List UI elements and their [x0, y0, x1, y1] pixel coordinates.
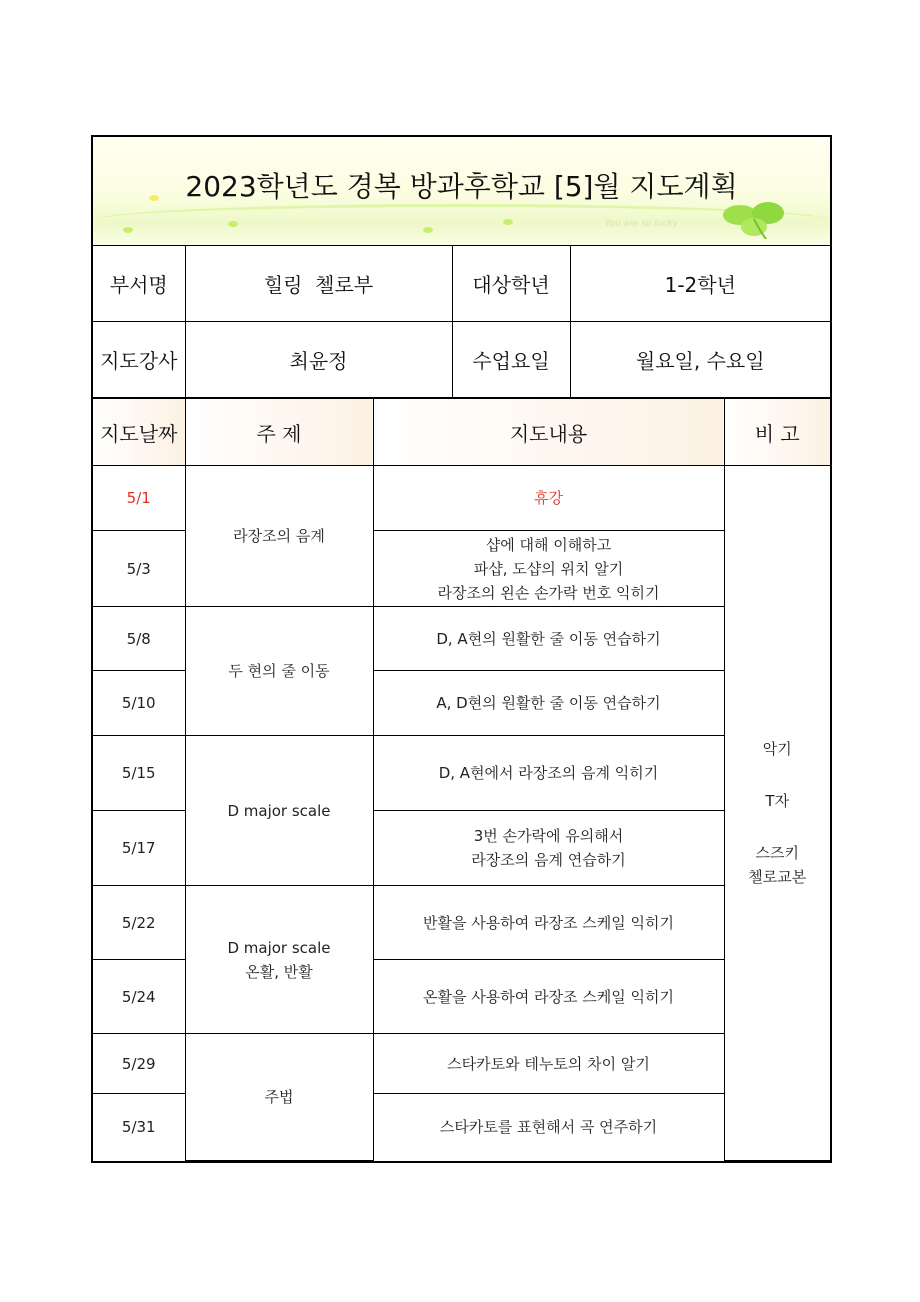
row-date: 5/15: [93, 736, 185, 811]
banner-dot: [423, 227, 433, 233]
grade-value: 1-2학년: [570, 246, 830, 322]
days-value: 월요일, 수요일: [570, 322, 830, 398]
row-date: 5/1: [93, 466, 185, 531]
row-content: D, A현에서 라장조의 음계 익히기: [373, 736, 724, 811]
row-content: D, A현의 원활한 줄 이동 연습하기: [373, 607, 724, 671]
row-date: 5/29: [93, 1034, 185, 1094]
note-cell: [724, 466, 830, 1161]
row-date: 5/10: [93, 671, 185, 736]
page-title: 2023학년도 경복 방과후학교 [5]월 지도계획: [185, 170, 738, 203]
info-table: [93, 246, 830, 398]
dept-value: 힐링 첼로부: [185, 246, 452, 322]
row-date: 5/24: [93, 960, 185, 1034]
dept-label: 부서명: [93, 246, 185, 322]
header-content: 지도내용: [373, 399, 724, 466]
schedule-row: [93, 607, 830, 671]
header-topic: 주 제: [185, 399, 373, 466]
row-content: 스타카토와 테누토의 차이 알기: [373, 1034, 724, 1094]
row-topic: D major scale 온활, 반활: [185, 886, 373, 1034]
row-content: 스타카토를 표현해서 곡 연주하기: [373, 1094, 724, 1161]
row-content: 샵에 대해 이해하고 파샵, 도샵의 위치 알기 라장조의 왼손 손가락 번호 익히기: [373, 531, 724, 607]
header-date: 지도날짜: [93, 399, 185, 466]
note-item: 악기: [762, 740, 792, 758]
schedule-row: [93, 466, 830, 531]
row-topic: D major scale: [185, 736, 373, 886]
row-date: 5/31: [93, 1094, 185, 1161]
row-content: 3번 손가락에 유의해서 라장조의 음계 연습하기: [373, 811, 724, 886]
grade-label: 대상학년: [452, 246, 570, 322]
row-date: 5/17: [93, 811, 185, 886]
schedule-table: [93, 398, 830, 1161]
row-content: 반활을 사용하여 라장조 스케일 익히기: [373, 886, 724, 960]
schedule-row: [93, 886, 830, 960]
row-date: 5/3: [93, 531, 185, 607]
row-content: A, D현의 원활한 줄 이동 연습하기: [373, 671, 724, 736]
header-note: 비 고: [724, 399, 830, 466]
banner-lucky-text: You are so lucky: [605, 219, 678, 229]
title-banner: [93, 137, 830, 246]
row-date: 5/8: [93, 607, 185, 671]
note-item: 스즈키: [755, 844, 799, 862]
note-item: T자: [765, 792, 790, 810]
plan-document: [91, 135, 832, 1163]
teacher-value: 최윤정: [185, 322, 452, 398]
clover-icon: [720, 199, 790, 239]
teacher-label: 지도강사: [93, 322, 185, 398]
schedule-row: [93, 1034, 830, 1094]
row-content: 온활을 사용하여 라장조 스케일 익히기: [373, 960, 724, 1034]
row-topic: 라장조의 음계: [185, 466, 373, 607]
row-date: 5/22: [93, 886, 185, 960]
banner-dot: [123, 227, 133, 233]
schedule-row: [93, 736, 830, 811]
banner-dot: [228, 221, 238, 227]
row-topic: 두 현의 줄 이동: [185, 607, 373, 736]
note-item: 첼로교본: [748, 868, 807, 886]
row-topic: 주법: [185, 1034, 373, 1161]
banner-dot: [503, 219, 513, 225]
row-content: 휴강: [373, 466, 724, 531]
days-label: 수업요일: [452, 322, 570, 398]
